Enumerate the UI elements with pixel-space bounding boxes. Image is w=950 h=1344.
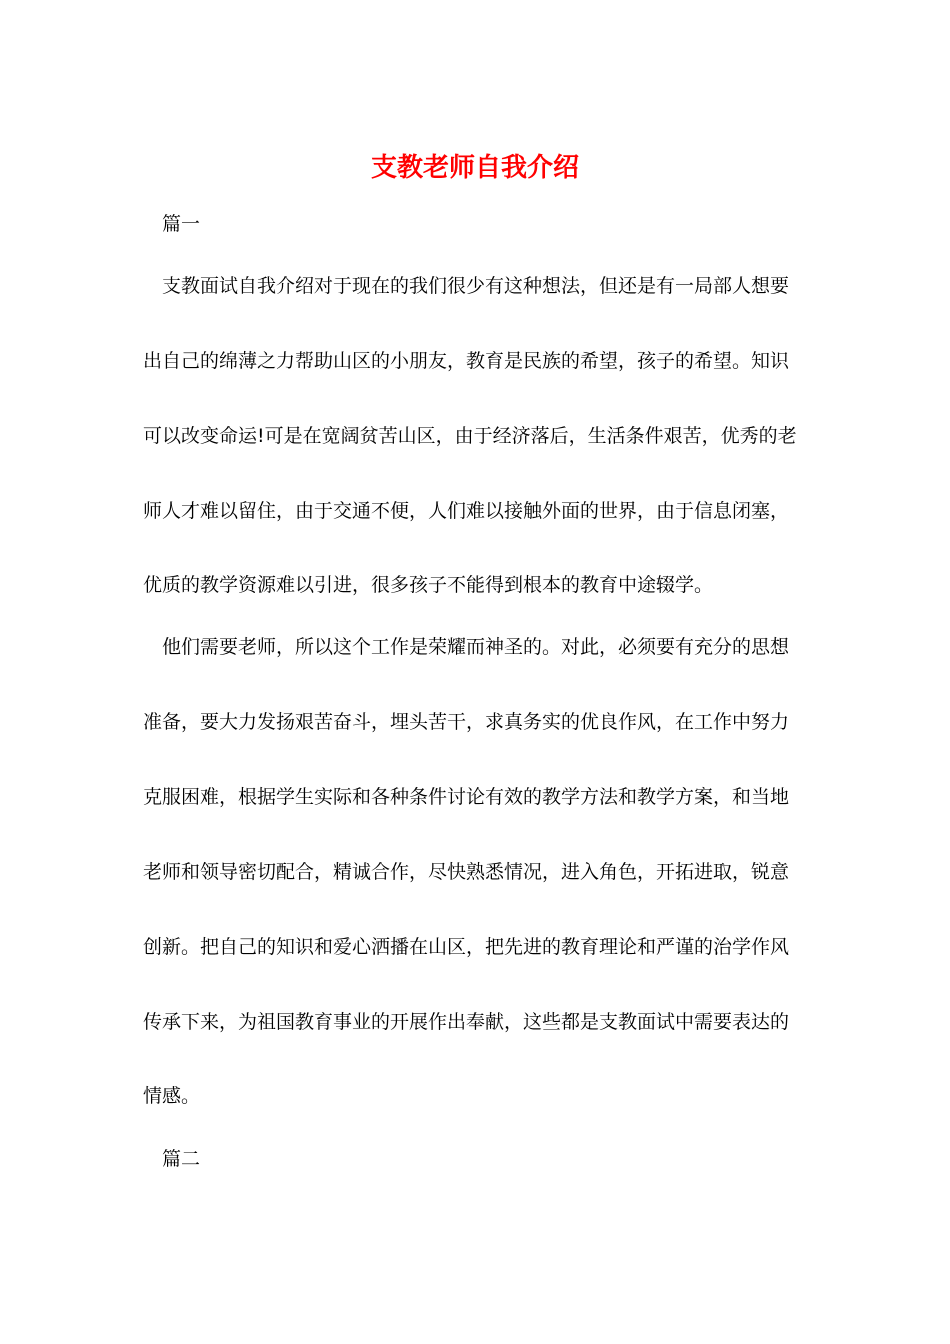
section-heading-2: 篇二 <box>162 1148 201 1170</box>
paragraph-2-line-6: 传承下来，为祖国教育事业的开展作出奉献，这些都是支教面试中需要表达的 <box>143 1011 790 1033</box>
paragraph-2-line-2: 准备，要大力发扬艰苦奋斗，埋头苦干，求真务实的优良作风，在工作中努力 <box>143 711 790 733</box>
paragraph-1-line-2: 出自己的绵薄之力帮助山区的小朋友，教育是民族的希望，孩子的希望。知识 <box>143 350 790 372</box>
paragraph-2-line-1: 他们需要老师，所以这个工作是荣耀而神圣的。对此，必须要有充分的思想 <box>162 636 790 658</box>
paragraph-1-line-1: 支教面试自我介绍对于现在的我们很少有这种想法，但还是有一局部人想要 <box>162 275 790 297</box>
paragraph-1-line-4: 师人才难以留住，由于交通不便，人们难以接触外面的世界，由于信息闭塞， <box>143 500 790 522</box>
paragraph-2-line-7: 情感。 <box>143 1085 201 1107</box>
paragraph-2-line-4: 老师和领导密切配合，精诚合作，尽快熟悉情况，进入角色，开拓进取，锐意 <box>143 861 790 883</box>
paragraph-1-line-3: 可以改变命运!可是在宽阔贫苦山区，由于经济落后，生活条件艰苦，优秀的老 <box>143 425 797 447</box>
section-heading-1: 篇一 <box>162 213 201 235</box>
paragraph-1-line-5: 优质的教学资源难以引进，很多孩子不能得到根本的教育中途辍学。 <box>143 574 714 596</box>
paragraph-2-line-5: 创新。把自己的知识和爱心洒播在山区，把先进的教育理论和严谨的治学作风 <box>143 936 790 958</box>
document-title: 支教老师自我介绍 <box>370 153 579 183</box>
paragraph-2-line-3: 克服困难，根据学生实际和各种条件讨论有效的教学方法和教学方案，和当地 <box>143 786 790 808</box>
